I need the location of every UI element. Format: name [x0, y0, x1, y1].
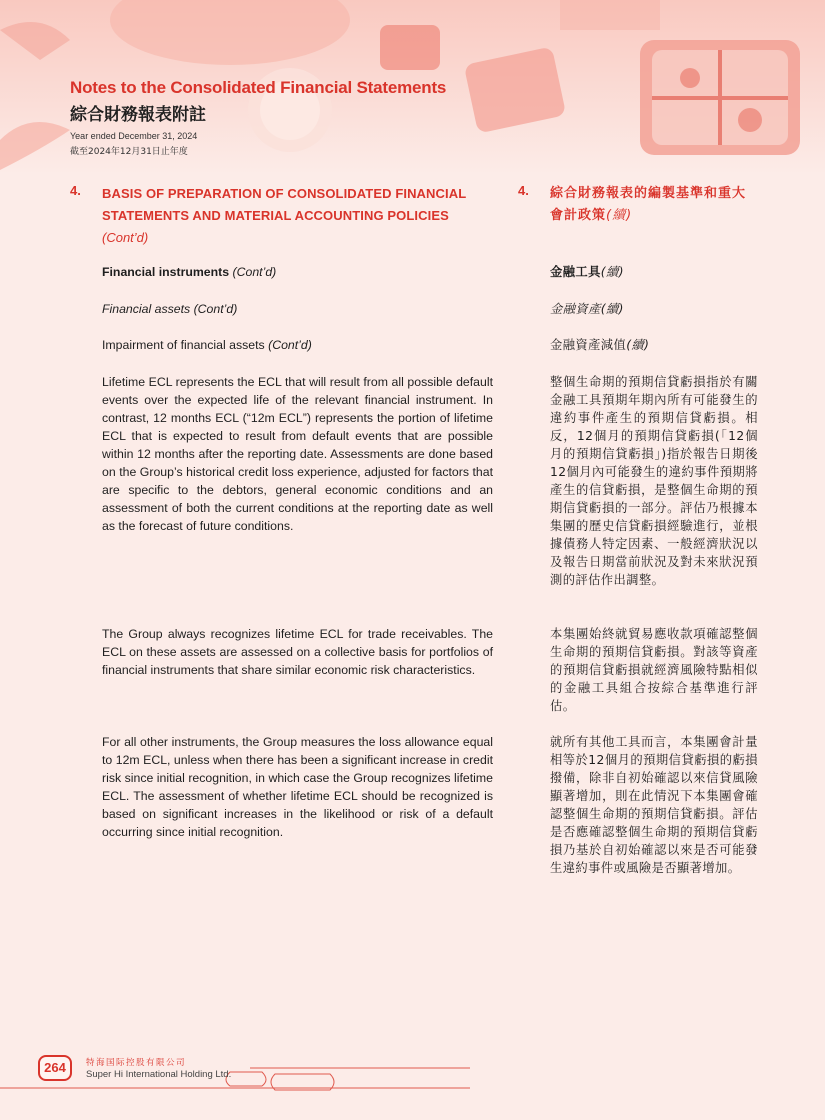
paragraph-3-zh: 就所有其他工具而言，本集團會計量相等於12個月的預期信貸虧損的虧損撥備，除非自初始確認以來信貸風險顯著增加，則在此情況下本集團會確認整個生命期的預期信貸虧損。評估是否應確認整個生命期的預期信貸虧損乃基於自初始確認以來是否可能發生違約事件或風險是否顯著增加。 — [550, 735, 758, 875]
fi-cont-en: (Cont’d) — [232, 265, 277, 279]
paragraph-2-zh: 本集團始終就貿易應收款項確認整個生命期的預期信貸虧損。對該等資產的預期信貸虧損就經濟風險特點相似的金融工具組合按綜合基準進行評估。 — [550, 627, 758, 713]
section-title-en: BASIS OF PREPARATION OF CONSOLIDATED FINANCIAL STATEMENTS AND MATERIAL ACCOUNTING POLICIES — [102, 186, 467, 223]
page-title-zh: 綜合財務報表附註 — [70, 105, 206, 125]
page-number: 264 — [38, 1055, 72, 1081]
subhead-financial-assets-zh: 金融資產(續) — [550, 302, 624, 316]
subhead-financial-instruments-en — [102, 263, 493, 281]
paragraph-3-en: For all other instruments, the Group measures the loss allowance equal to 12m ECL, unless when there has been a significant increase in credit risk since initial recognition, in which case the Group recognizes lifetime ECL. The assessment of whether lifetime ECL should be recognized is based on significant increases in the likelihood or risk of a default occurring since initial recognition. — [102, 735, 493, 839]
imp-label-en: Impairment of financial assets — [102, 338, 265, 352]
page-footer — [38, 1052, 478, 1092]
section-cont-zh: (續) — [606, 208, 633, 223]
subhead-financial-instruments-zh — [550, 263, 758, 281]
company-name-zh: 特海国际控股有限公司 — [86, 1058, 187, 1068]
paragraph-1-zh: 整個生命期的預期信貸虧損指於有關金融工具預期年期內所有可能發生的違約事件產生的預期信貸虧損。相反，12個月的預期信貸虧損(「12個月的預期信貸虧損」)指於報告日期後12個月內可能發生的違約事件預期將產生的信貸虧損，是整個生命期的預期信貸虧損的一部分。評估乃根據本集團的歷史信貸虧損經驗進行，並根據債務人特定因素、一般經濟狀況以及報告日期當前狀況及對未來狀況預測的評估作出調整。 — [550, 375, 758, 587]
page-title-en: Notes to the Consolidated Financial Statements — [70, 78, 447, 97]
imp-cont-en: (Cont’d) — [268, 338, 312, 352]
section-title-zh — [550, 183, 758, 227]
fi-label-zh: 金融工具 — [550, 265, 601, 279]
period-zh: 截至2024年12月31日止年度 — [70, 147, 188, 157]
section-number-en: 4. — [70, 183, 81, 198]
imp-label-zh: 金融資產減值 — [550, 338, 627, 352]
chinese-column — [518, 183, 758, 875]
fi-label-en: Financial instruments — [102, 265, 230, 279]
paragraph-1-en: Lifetime ECL represents the ECL that will result from all possible default events over the expected life of the relevant financial instrument. In contrast, 12 months ECL (“12m ECL”) represents the portion of lifetime ECL that is expected to result from default events that are possible within 12 months after the reporting date. Assessments are done based on the Group’s historical credit loss experience, adjusted for factors that are specific to the debtors, general economic conditions and an assessment of both the current conditions at the reporting date as well as the forecast of future conditions. — [102, 375, 493, 533]
section-number-zh: 4. — [518, 183, 529, 198]
english-column — [70, 183, 493, 839]
section-title-zh-text: 綜合財務報表的編製基準和重大會計政策 — [550, 186, 747, 223]
section-cont-en: (Cont’d) — [102, 230, 149, 245]
company-name-en: Super Hi International Holding Ltd. — [86, 1069, 232, 1080]
fi-cont-zh: (續) — [600, 265, 624, 279]
subhead-impairment-zh — [550, 336, 758, 354]
imp-cont-zh: (續) — [626, 338, 650, 352]
subhead-impairment-en — [102, 336, 493, 354]
period-en: Year ended December 31, 2024 — [70, 131, 198, 141]
paragraph-2-en: The Group always recognizes lifetime ECL for trade receivables. The ECL on these assets are assessed on a collective basis for portfolios of financial instruments that share similar economic risk characteristics. — [102, 627, 493, 677]
page-header — [70, 78, 446, 157]
subhead-financial-assets-en: Financial assets (Cont’d) — [102, 302, 238, 316]
